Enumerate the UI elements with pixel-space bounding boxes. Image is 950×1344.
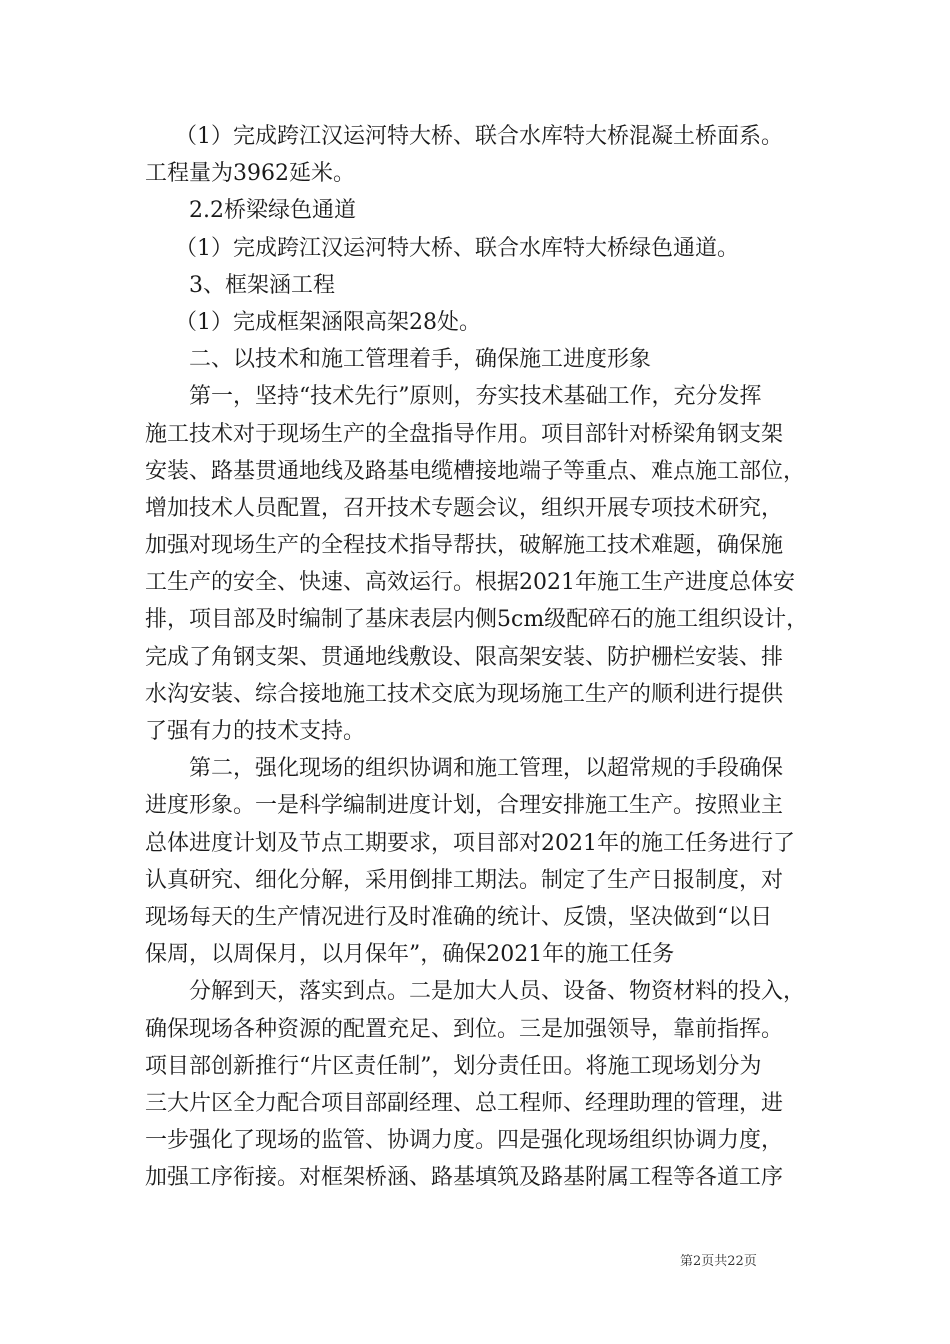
text-line: 第二，强化现场的组织协调和施工管理，以超常规的手段确保 — [189, 756, 784, 782]
text-line: （1）完成跨江汉运河特大桥、联合水库特大桥绿色通道。 — [175, 235, 739, 261]
text-line: 安装、路基贯通地线及路基电缆槽接地端子等重点、难点施工部位， — [145, 458, 806, 484]
text-line: 确保现场各种资源的配置充足、到位。三是加强领导，靠前指挥。 — [145, 1016, 784, 1042]
text-line: 完成了角钢支架、贯通地线敷设、限高架安装、防护栅栏安装、排 — [145, 644, 784, 670]
text-line: 一步强化了现场的监管、协调力度。四是强化现场组织协调力度， — [145, 1128, 784, 1154]
text-line: 进度形象。一是科学编制进度计划，合理安排施工生产。按照业主 — [145, 793, 784, 819]
text-line: 工生产的安全、快速、高效运行。根据2021年施工生产进度总体安 — [145, 570, 795, 596]
text-line: 项目部创新推行“片区责任制”，划分责任田。将施工现场划分为 — [145, 1053, 762, 1079]
text-line: 水沟安装、综合接地施工技术交底为现场施工生产的顺利进行提供 — [145, 681, 784, 707]
text-line: 加强工序衔接。对框架桥涵、路基填筑及路基附属工程等各道工序 — [145, 1165, 784, 1191]
text-line: （1）完成框架涵限高架28处。 — [175, 309, 481, 335]
text-line: （1）完成跨江汉运河特大桥、联合水库特大桥混凝土桥面系。 — [175, 124, 783, 149]
text-line: 现场每天的生产情况进行及时准确的统计、反馈，坚决做到“以日 — [145, 904, 773, 930]
text-line: 三大片区全力配合项目部副经理、总工程师、经理助理的管理，进 — [145, 1090, 784, 1116]
text-line: 施工技术对于现场生产的全盘指导作用。项目部针对桥梁角钢支架 — [145, 421, 784, 447]
text-line: 保周，以周保月，以月保年”，确保2021年的施工任务 — [145, 942, 675, 968]
text-line: 二、以技术和施工管理着手，确保施工进度形象 — [189, 347, 652, 373]
text-line: 增加技术人员配置，召开技术专题会议，组织开展专项技术研究， — [145, 495, 784, 521]
text-line: 总体进度计划及节点工期要求，项目部对2021年的施工任务进行了 — [145, 830, 795, 856]
text-line: 3、框架涵工程 — [189, 272, 335, 298]
text-line: 分解到天，落实到点。二是加大人员、设备、物资材料的投入， — [189, 979, 806, 1005]
text-line: 2.2桥梁绿色通道 — [189, 198, 356, 224]
text-line: 排，项目部及时编制了基床表层内侧5cm级配碎石的施工组织设计， — [145, 607, 809, 633]
text-line: 第一，坚持“技术先行”原则，夯实技术基础工作，充分发挥 — [189, 384, 762, 410]
text-line: 加强对现场生产的全程技术指导帮扶，破解施工技术难题，确保施 — [145, 533, 784, 559]
text-line: 认真研究、细化分解，采用倒排工期法。制定了生产日报制度，对 — [145, 867, 784, 893]
page-number: 第2页共22页 — [680, 1254, 757, 1269]
text-line: 了强有力的技术支持。 — [145, 719, 366, 744]
document-body — [145, 118, 810, 1196]
text-line: 工程量为3962延米。 — [145, 161, 355, 187]
